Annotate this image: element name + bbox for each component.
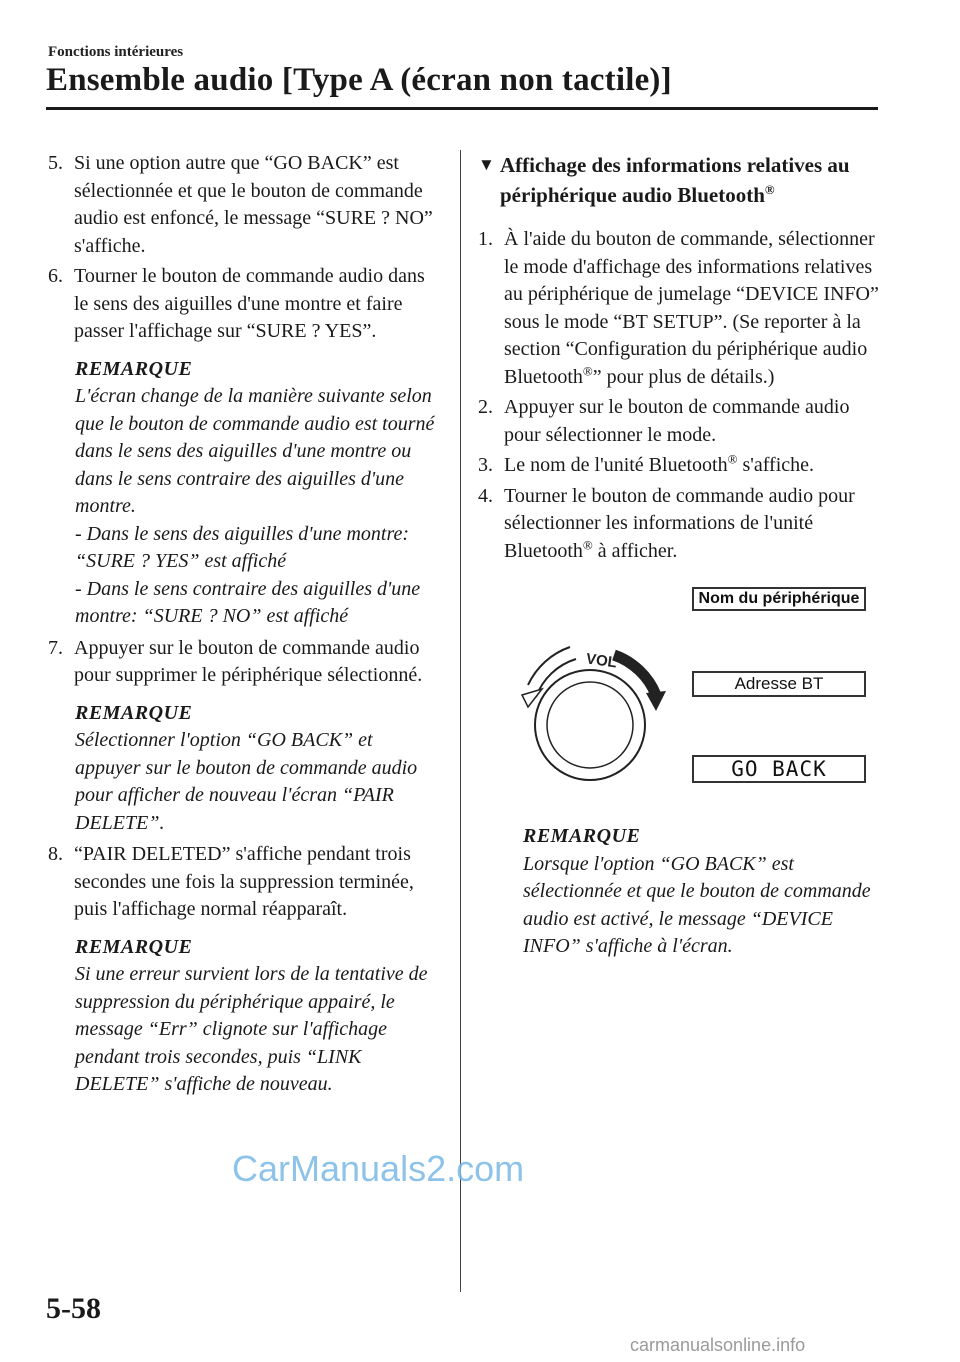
step-text: Appuyer sur le bouton de commande audio pour sélectionner le mode. bbox=[504, 396, 850, 446]
note-title: REMARQUE bbox=[523, 825, 641, 847]
step-7 bbox=[48, 635, 440, 690]
step-text: Appuyer sur le bouton de commande audio pour supprimer le périphérique sélectionné. bbox=[74, 636, 423, 686]
footer-site-link[interactable]: carmanualsonline.info bbox=[630, 1335, 806, 1355]
step-text: Le nom de l'unité Bluetooth bbox=[504, 454, 728, 476]
step-number: 6. bbox=[48, 265, 63, 287]
page-title: Ensemble audio [Type A (écran non tactile)] bbox=[46, 62, 672, 98]
step-6 bbox=[48, 263, 440, 346]
step-number: 5. bbox=[48, 152, 63, 174]
step-1 bbox=[478, 226, 883, 391]
display-go-back: GO BACK bbox=[692, 755, 866, 783]
step-number: 3. bbox=[478, 454, 493, 476]
note-title: REMARQUE bbox=[75, 357, 193, 380]
note-text: L'écran change de la manière suivante selon que le bouton de commande audio est tourné dans le sens des aiguilles d'une montre ou dans le sens contraire des aiguilles d'une montre. bbox=[75, 385, 435, 517]
subheading-text: Affichage des informations relatives au périphérique audio Bluetooth bbox=[500, 153, 850, 207]
step-number: 1. bbox=[478, 228, 493, 250]
subheading bbox=[478, 150, 883, 210]
step-5 bbox=[48, 150, 440, 260]
step-number: 7. bbox=[48, 636, 63, 659]
volume-knob-icon bbox=[518, 635, 668, 795]
step-8 bbox=[48, 841, 440, 924]
step-text: Tourner le bouton de commande audio pour sélectionner les informations de l'unité Bluetooth bbox=[504, 484, 855, 562]
step-text: “PAIR DELETED” s'affiche pendant trois secondes une fois la suppression terminée, puis l'affichage normal réapparaît. bbox=[74, 843, 414, 920]
registered-mark: ® bbox=[582, 536, 593, 552]
note-2 bbox=[75, 700, 440, 838]
note-text: Sélectionner l'option “GO BACK” et appuyer sur le bouton de commande audio pour afficher de nouveau l'écran “PAIR DELETE”. bbox=[75, 729, 418, 834]
registered-mark: ® bbox=[582, 362, 593, 378]
section-label: Fonctions intérieures bbox=[48, 44, 184, 60]
note-title: REMARQUE bbox=[75, 935, 193, 958]
step-text-cont: s'affiche. bbox=[737, 454, 815, 476]
step-number: 4. bbox=[478, 484, 493, 507]
step-text: Si une option autre que “GO BACK” est sélectionnée et que le bouton de commande audio est enfoncé, le message “SURE ? NO” s'affiche. bbox=[74, 152, 433, 257]
page-number: 5-58 bbox=[46, 1292, 101, 1325]
step-4 bbox=[478, 483, 883, 566]
step-text-cont: ” pour plus de détails.) bbox=[592, 365, 775, 388]
step-number: 2. bbox=[478, 396, 493, 418]
display-device-name: Nom du périphérique bbox=[692, 587, 866, 611]
note-line-counterclockwise: - Dans le sens contraire des aiguilles d'une montre: “SURE ? NO” est affiché bbox=[75, 577, 421, 627]
note-1 bbox=[75, 356, 440, 631]
note-right bbox=[523, 823, 883, 961]
column-divider bbox=[460, 150, 461, 1292]
note-3 bbox=[75, 934, 440, 1099]
registered-mark: ® bbox=[764, 182, 775, 197]
note-text: Si une erreur survient lors de la tentative de suppression du périphérique appairé, le message “Err” clignote sur l'affichage pendant trois secondes, puis “LINK DELETE” s'affiche de nouveau. bbox=[75, 963, 428, 1095]
step-text: À l'aide du bouton de commande, sélectionner le mode d'affichage des informations relatives au périphérique de jumelage “DEVICE INFO” sous le mode “BT SETUP”. (Se reporter à la section “Configuration du périphérique audio Bluetooth bbox=[504, 228, 879, 388]
right-column bbox=[478, 150, 883, 965]
step-text-cont: à afficher. bbox=[592, 539, 678, 562]
note-text: Lorsque l'option “GO BACK” est sélectionnée et que le bouton de commande audio est activé, le message “DEVICE INFO” s'affiche à l'écran. bbox=[523, 852, 871, 957]
note-line-clockwise: - Dans le sens des aiguilles d'une montre: “SURE ? YES” est affiché bbox=[75, 522, 410, 572]
title-rule bbox=[46, 107, 878, 110]
triangle-bullet-icon: ▼ bbox=[478, 155, 495, 174]
step-number: 8. bbox=[48, 843, 63, 865]
knob-display-diagram bbox=[478, 587, 883, 809]
note-title: REMARQUE bbox=[75, 701, 193, 724]
step-2 bbox=[478, 394, 883, 449]
vol-label: VOL bbox=[585, 650, 618, 672]
watermark: CarManuals2.com bbox=[232, 1148, 525, 1189]
registered-mark: ® bbox=[727, 451, 738, 467]
left-column bbox=[48, 150, 440, 1103]
step-3 bbox=[478, 452, 883, 480]
display-bt-address: Adresse BT bbox=[692, 671, 866, 697]
step-text: Tourner le bouton de commande audio dans le sens des aiguilles d'une montre et faire passer l'affichage sur “SURE ? YES”. bbox=[74, 265, 425, 342]
